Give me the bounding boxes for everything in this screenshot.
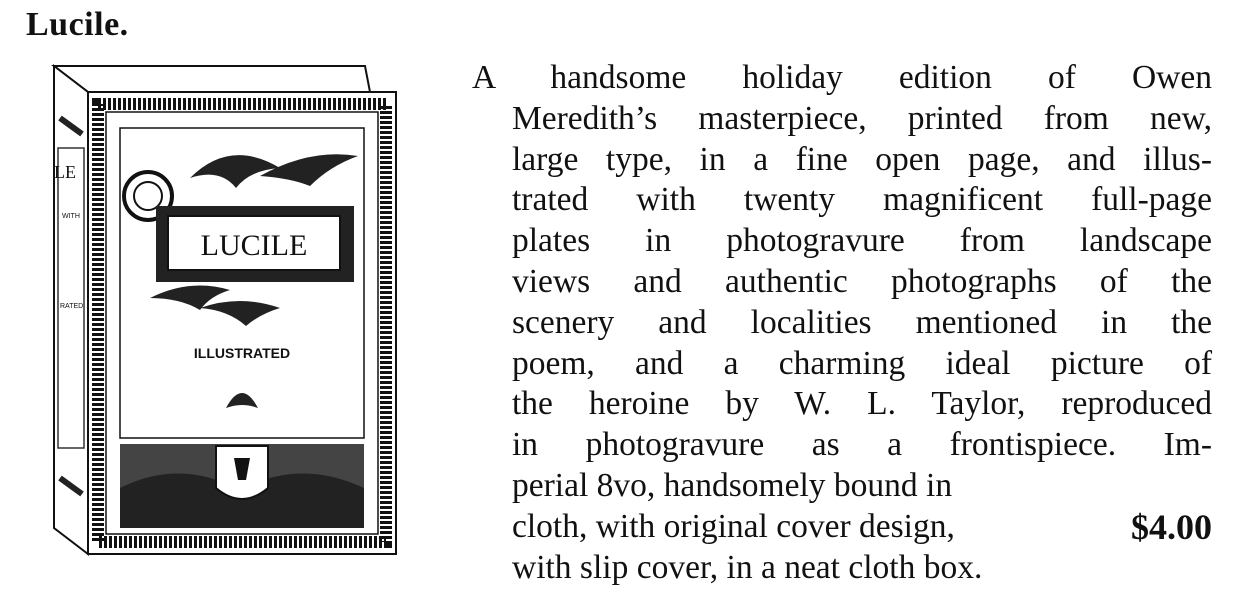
description-line: Meredith’s masterpiece, printed from new, [512, 99, 1212, 137]
description-line: the heroine by W. L. Taylor, reproduced [512, 385, 1212, 423]
description [472, 58, 1212, 588]
description-line: scenery and localities mentioned in the [512, 303, 1212, 341]
description-line: trated with twenty magnificent full-page [512, 181, 1212, 219]
spine-mid-text: RATED [60, 303, 84, 310]
description-line: poem, and a charming ideal picture of [512, 344, 1212, 382]
description-line: large type, in a fine open page, and illus- [512, 140, 1212, 178]
description-line: views and authentic photographs of the [512, 262, 1212, 300]
description-line: with slip cover, in a neat cloth box. [512, 548, 983, 586]
description-line: A handsome holiday edition of Owen [472, 59, 1212, 96]
spine-top-text: WITH [62, 213, 80, 220]
spine-title: LE [54, 162, 76, 182]
cover-title: LUCILE [200, 229, 308, 262]
description-line: perial 8vo, handsomely bound in [512, 466, 953, 504]
description-line: in photogravure as a frontispiece. Im- [512, 426, 1212, 464]
description-line: plates in photogravure from landscape [512, 222, 1212, 260]
price: $4.00 [1131, 506, 1212, 547]
price-row [472, 507, 1212, 548]
book-illustration [40, 58, 410, 558]
page-title: Lucile. [26, 6, 129, 43]
cover-subtitle: ILLUSTRATED [193, 345, 291, 361]
description-line: cloth, with original cover design, [512, 507, 955, 545]
